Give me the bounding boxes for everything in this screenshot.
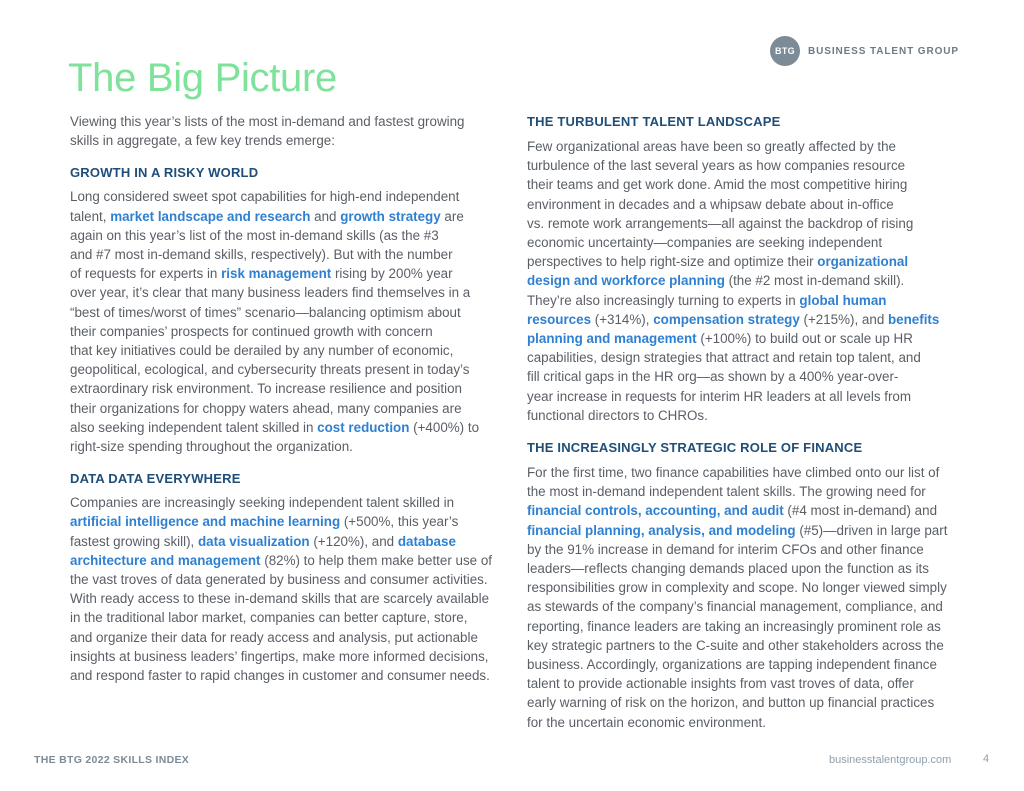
- keyword-financial-controls: financial controls, accounting, and audit: [527, 503, 784, 519]
- left-column: [70, 112, 510, 685]
- keyword-database-architecture: architecture and management: [70, 552, 261, 568]
- footer-url-link[interactable]: businesstalentgroup.com: [829, 754, 952, 766]
- keyword-ai-ml: artificial intelligence and machine learning: [70, 514, 341, 530]
- footer-report-title: THE BTG 2022 SKILLS INDEX: [34, 754, 190, 766]
- keyword-org-design: design and workforce planning: [527, 273, 725, 289]
- talent-paragraph: Few organizational areas have been so greatly affected by the turbulence of the last several years as how companies resource their teams and get work done. Amid the most competitive hiring environment in decades and a whipsaw debate about in-office vs. remote work arrangements—all against the backdrop of rising economic uncertainty—companies are seeking independent perspectives to help right-size and optimize their organizational design and workforce planning (the #2 most in-demand skill). They’re also increasingly turning to experts in global human resources (+314%), compensation strategy (+215%), and benefits planning and management (+100%) to build out or scale up HR capabilities, design strategies that attract and retain top talent, and fill critical gaps in the HR org—as shown by a 400% year-over- year increase in requests for interim HR leaders at all levels from functional directors to CHROs.: [527, 139, 940, 423]
- finance-paragraph: For the first time, two finance capabilities have climbed onto our list of the most in-demand independent talent skills. The growing need for financial controls, accounting, and audit (#4 most in-demand) and financial planning, analysis, and modeling (#5)—driven in large part by the 91% increase in demand for interim CFOs and other finance leaders—reflects changing demands placed upon the function as its responsibilities grow in complexity and scope. No longer viewed simply as stewards of the company’s financial management, compliance, and reporting, finance leaders are taking an increasingly prominent role as key strategic partners to the C-suite and other stakeholders across the business. Accordingly, organizations are tapping independent finance talent to provide actionable insights from vast troves of data, offer early warning of risk on the horizon, and button up financial practices for the uncertain economic environment.: [527, 465, 948, 730]
- keyword-growth-strategy: growth strategy: [340, 208, 441, 224]
- section-heading-talent: THE TURBULENT TALENT LANDSCAPE: [527, 114, 781, 129]
- keyword-financial-planning: financial planning, analysis, and modeling: [527, 522, 796, 538]
- brand-name: BUSINESS TALENT GROUP: [808, 45, 959, 57]
- page-title: The Big Picture: [68, 56, 337, 100]
- keyword-global-hr: resources: [527, 311, 592, 327]
- keyword-market-landscape: market landscape and research: [110, 208, 311, 224]
- keyword-cost-reduction: cost reduction: [317, 419, 410, 435]
- intro-paragraph: Viewing this year’s lists of the most in-demand and fastest growing skills in aggregate, a few key trends emerge:: [70, 114, 465, 149]
- keyword-compensation-strategy: compensation strategy: [653, 311, 800, 327]
- section-heading-growth: GROWTH IN A RISKY WORLD: [70, 165, 259, 181]
- keyword-risk-management: risk management: [221, 266, 332, 282]
- growth-paragraph: Long considered sweet spot capabilities for high-end independent talent, market landscape and research and growth strategy are again on this year’s list of the most in-demand skills (as the #3 and #7 most in-demand skills, respectively). But with the number of requests for experts in risk management rising by 200% year over year, it’s clear that many business leaders find themselves in a “best of times/worst of times” scenario—balancing optimism about their companies’ prospects for continued growth with concern that key initiatives could be derailed by any number of economic, geopolitical, ecological, and cybersecurity threats present in today’s extraordinary risk environment. To increase resilience and position their organizations for choppy waters ahead, many companies are also seeking independent talent skilled in cost reduction (+400%) to right-size spending throughout the organization.: [70, 189, 480, 455]
- section-heading-finance: THE INCREASINGLY STRATEGIC ROLE OF FINANCE: [527, 440, 863, 456]
- brand-logo: [770, 36, 959, 66]
- right-column: [527, 112, 967, 732]
- page-number: 4: [983, 753, 990, 765]
- keyword-data-visualization: data visualization: [198, 533, 310, 549]
- btg-logo-badge: BTG: [770, 36, 800, 66]
- section-heading-data: DATA DATA EVERYWHERE: [70, 471, 241, 487]
- data-paragraph: Companies are increasingly seeking independent talent skilled in artificial intelligence and machine learning (+500%, this year’s fastest growing skill), data visualization (+120%), and database architecture and management (82%) to help them make better use of the vast troves of data generated by business and consumer activities. With ready access to these in-demand skills that are scarcely available in the traditional labor market, companies can better capture, store, and organize their data for ready access and analysis, put actionable insights at business leaders’ fingertips, make more informed decisions, and respond faster to rapid changes in customer and consumer needs.: [70, 495, 492, 684]
- keyword-benefits-planning: planning and management: [527, 331, 697, 347]
